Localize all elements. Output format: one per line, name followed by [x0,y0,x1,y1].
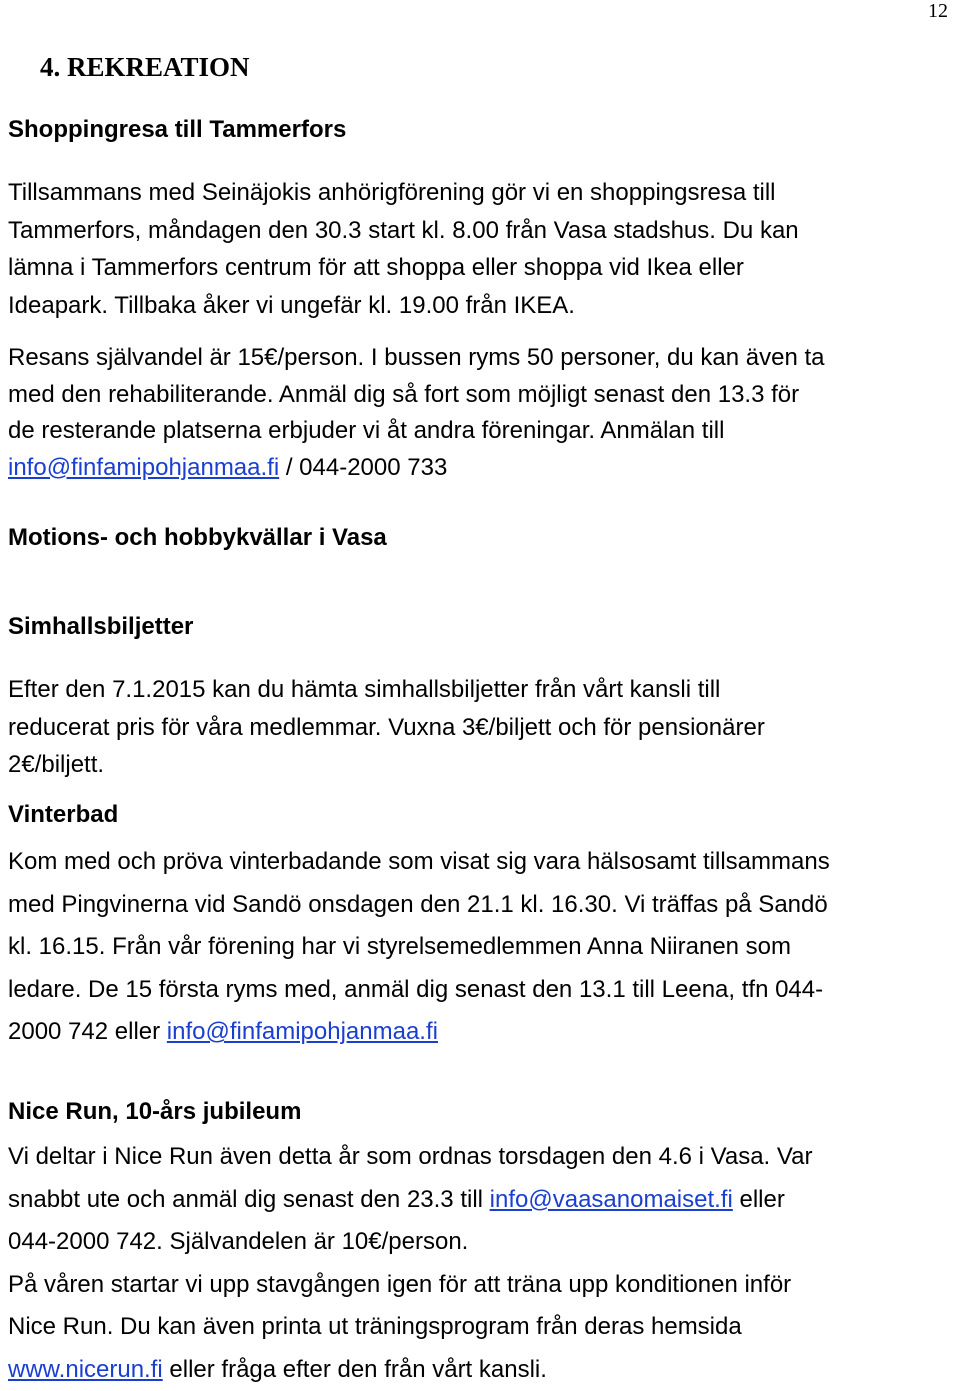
nicerun-signup-suffix: eller [733,1186,785,1213]
shopping-email-link[interactable]: info@finfamipohjanmaa.fi [8,454,279,481]
simhall-line: Efter den 7.1.2015 kan du hämta simhallsbiljetter från vårt kansli till [8,671,765,709]
simhall-line: reducerat pris för våra medlemmar. Vuxna 3€/biljett och för pensionärer [8,709,765,747]
shopping-info-line: med den rehabiliterande. Anmäl dig så fort som möjligt senast den 13.3 för [8,377,824,414]
vinterbad-line: Kom med och pröva vinterbadande som visat sig vara hälsosamt tillsammans [8,841,830,884]
shopping-line: Tillsammans med Seinäjokis anhörigförening gör vi en shoppingsresa till [8,174,799,212]
nicerun-line: 044-2000 742. Självandelen är 10€/person. [8,1221,812,1264]
vinterbad-heading: Vinterbad [8,801,118,829]
nicerun-email-link[interactable]: info@vaasanomaiset.fi [490,1186,733,1213]
shopping-description [8,174,799,324]
vinterbad-contact-line [8,1011,830,1054]
vinterbad-email-link[interactable]: info@finfamipohjanmaa.fi [167,1018,438,1045]
nicerun-line: På våren startar vi upp stavgången igen för att träna upp konditionen inför [8,1264,812,1307]
vinterbad-line: kl. 16.15. Från vår förening har vi styrelsemedlemmen Anna Niiranen som [8,926,830,969]
vinterbad-contact-prefix: 2000 742 eller [8,1018,167,1045]
shopping-phone: / 044-2000 733 [279,454,447,481]
nicerun-website-line [8,1349,812,1391]
nicerun-signup-line [8,1179,812,1222]
shopping-info-line: Resans självandel är 15€/person. I bussen ryms 50 personer, du kan även ta [8,340,824,377]
nicerun-signup-prefix: snabbt ute och anmäl dig senast den 23.3 till [8,1186,490,1213]
shopping-info-line: de resterande platserna erbjuder vi åt andra föreningar. Anmälan till [8,413,824,450]
nicerun-line: Nice Run. Du kan även printa ut träningsprogram från deras hemsida [8,1306,812,1349]
vinterbad-description [8,841,830,1054]
nicerun-heading: Nice Run, 10-års jubileum [8,1098,301,1126]
shopping-heading: Shoppingresa till Tammerfors [8,116,346,144]
shopping-info [8,340,824,486]
page-number: 12 [928,0,948,23]
nicerun-line: Vi deltar i Nice Run även detta år som ordnas torsdagen den 4.6 i Vasa. Var [8,1136,812,1179]
motion-heading: Motions- och hobbykvällar i Vasa [8,524,387,552]
simhall-heading: Simhallsbiljetter [8,613,193,641]
shopping-contact-line [8,450,824,487]
vinterbad-line: ledare. De 15 första ryms med, anmäl dig senast den 13.1 till Leena, tfn 044- [8,969,830,1012]
nicerun-description [8,1136,812,1391]
shopping-line: Ideapark. Tillbaka åker vi ungefär kl. 19.00 från IKEA. [8,287,799,325]
shopping-line: lämna i Tammerfors centrum för att shoppa eller shoppa vid Ikea eller [8,249,799,287]
simhall-line: 2€/biljett. [8,746,765,784]
simhall-description [8,671,765,784]
shopping-line: Tammerfors, måndagen den 30.3 start kl. 8.00 från Vasa stadshus. Du kan [8,212,799,250]
section-title: 4. REKREATION [40,52,250,83]
vinterbad-line: med Pingvinerna vid Sandö onsdagen den 21.1 kl. 16.30. Vi träffas på Sandö [8,884,830,927]
nicerun-website-link[interactable]: www.nicerun.fi [8,1356,163,1383]
nicerun-website-suffix: eller fråga efter den från vårt kansli. [163,1356,547,1383]
